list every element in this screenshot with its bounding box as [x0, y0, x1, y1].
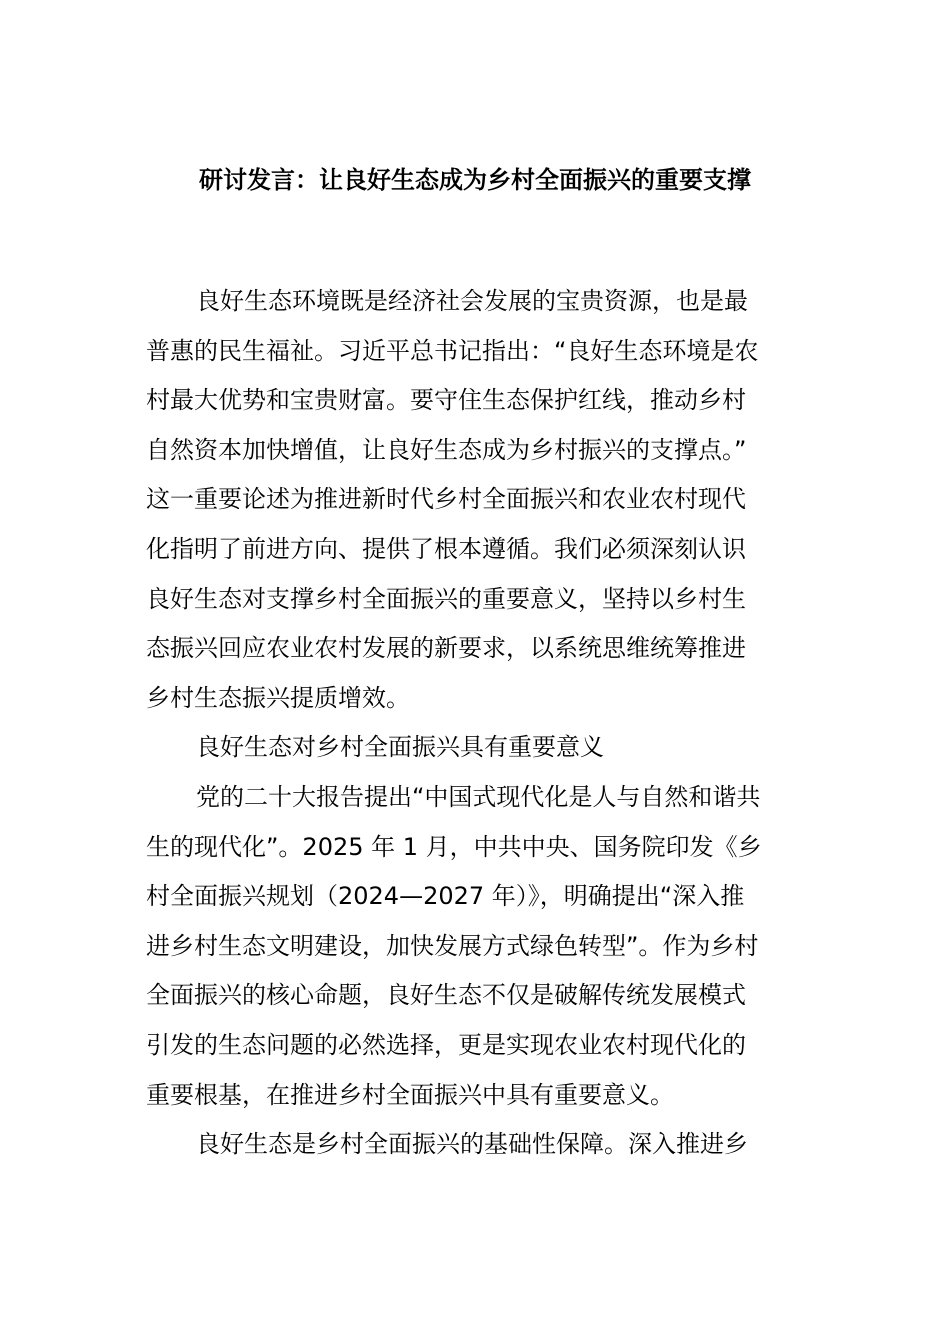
paragraph-line: 良好生态对支撑乡村全面振兴的重要意义，坚持以乡村生 — [146, 584, 746, 613]
section-heading: 良好生态对乡村全面振兴具有重要意义 — [196, 733, 604, 762]
paragraph-line: 引发的生态问题的必然选择，更是实现农业农村现代化的 — [146, 1030, 746, 1059]
paragraph-line: 乡村生态振兴提质增效。 — [146, 683, 410, 712]
paragraph-line: 全面振兴的核心命题，良好生态不仅是破解传统发展模式 — [146, 981, 746, 1010]
paragraph-line: 村最大优势和宝贵财富。要守住生态保护红线，推动乡村 — [146, 386, 746, 415]
paragraph-line: 良好生态环境既是经济社会发展的宝贵资源，也是最 — [196, 287, 748, 315]
paragraph-line: 村全面振兴规划（2024—2027 年）》，明确提出“深入推 — [146, 882, 745, 911]
paragraph-line: 这一重要论述为推进新时代乡村全面振兴和农业农村现代 — [146, 485, 746, 514]
document-title: 研讨发言：让良好生态成为乡村全面振兴的重要支撑 — [199, 166, 751, 194]
paragraph-line: 党的二十大报告提出“中国式现代化是人与自然和谐共 — [196, 782, 761, 811]
paragraph-line: 态振兴回应农业农村发展的新要求，以系统思维统筹推进 — [146, 634, 746, 663]
document-body — [146, 277, 810, 1170]
paragraph-line: 化指明了前进方向、提供了根本遵循。我们必须深刻认识 — [146, 534, 746, 563]
paragraph-line: 自然资本加快增值，让良好生态成为乡村振兴的支撑点。” — [146, 435, 747, 464]
paragraph-line: 良好生态是乡村全面振兴的基础性保障。深入推进乡 — [196, 1130, 748, 1159]
paragraph-line: 普惠的民生福祉。习近平总书记指出：“良好生态环境是农 — [146, 336, 759, 365]
paragraph-line: 重要根基，在推进乡村全面振兴中具有重要意义。 — [146, 1080, 674, 1109]
paragraph-line: 生的现代化”。2025 年 1 月，中共中央、国务院印发《乡 — [146, 832, 762, 861]
paragraph-line: 进乡村生态文明建设，加快发展方式绿色转型”。作为乡村 — [146, 931, 759, 960]
